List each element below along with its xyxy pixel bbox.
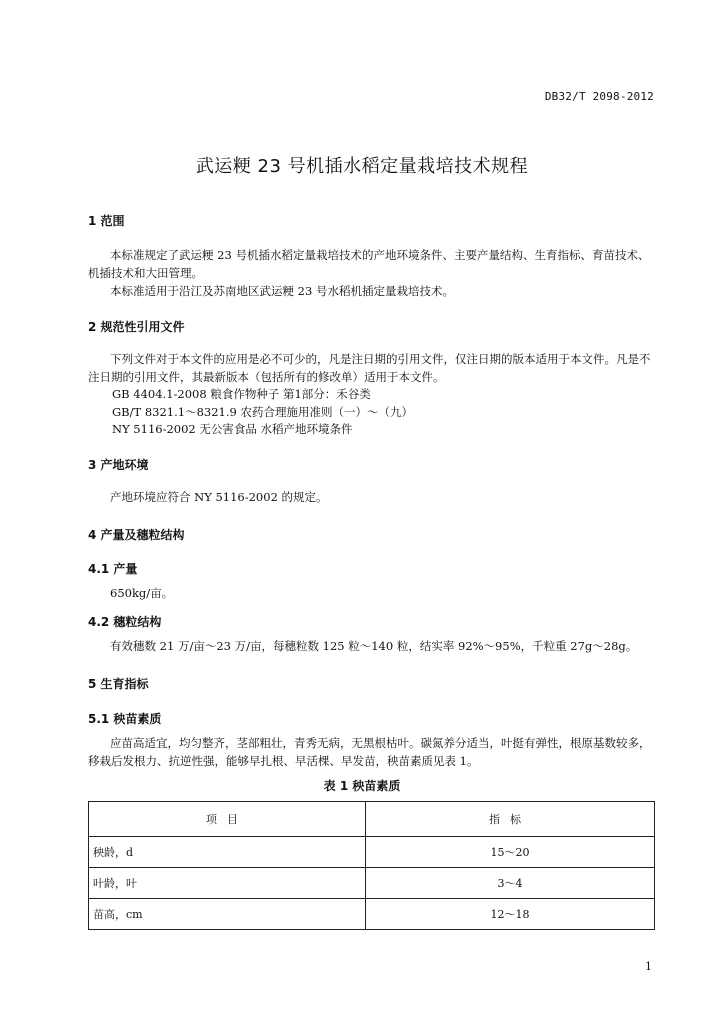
section-heading-environment: 3 产地环境 xyxy=(88,458,149,472)
table-cell-value: 3～4 xyxy=(366,868,655,899)
table-row xyxy=(89,837,655,868)
table-header-row xyxy=(89,802,655,837)
paragraph-panicle: 有效穗数 21 万/亩～23 万/亩，每穗粒数 125 粒～140 粒，结实率 92%～95%，千粒重 27g～28g。 xyxy=(110,639,638,653)
section-heading-yield: 4 产量及穗粒结构 xyxy=(88,528,185,542)
seedling-quality-table xyxy=(88,801,655,930)
table-cell-item: 苗高，cm xyxy=(89,899,366,930)
paragraph-scope-2: 本标准适用于沿江及苏南地区武运粳 23 号水稻机插定量栽培技术。 xyxy=(110,284,454,298)
paragraph-seedling: 应苗高适宜，均匀整齐，茎部粗壮，青秀无病，无黑根枯叶。碳氮养分适当，叶挺有弹性，根原基数较多，移栽后发根力、抗逆性强，能够早扎根、早活棵、早发苗，秧苗素质见表 1。 xyxy=(88,736,651,768)
paragraph-scope-1: 本标准规定了武运粳 23 号机插水稻定量栽培技术的产地环境条件、主要产量结构、生育指标、育苗技术、机插技术和大田管理。 xyxy=(88,248,650,280)
table-cell-value: 12～18 xyxy=(366,899,655,930)
subsection-heading-panicle: 4.2 穗粒结构 xyxy=(88,615,162,629)
subsection-heading-yield: 4.1 产量 xyxy=(88,562,138,576)
table-cell-value: 15～20 xyxy=(366,837,655,868)
table-header-index: 指标 xyxy=(366,802,655,837)
section-heading-references: 2 规范性引用文件 xyxy=(88,320,185,334)
table-header-item: 项目 xyxy=(89,802,366,837)
table-row xyxy=(89,899,655,930)
table-row xyxy=(89,868,655,899)
section-heading-scope: 1 范围 xyxy=(88,214,125,228)
section-heading-growth: 5 生育指标 xyxy=(88,677,149,691)
subsection-heading-seedling: 5.1 秧苗素质 xyxy=(88,712,162,726)
table-cell-item: 叶龄，叶 xyxy=(89,868,366,899)
table-cell-item: 秧龄，d xyxy=(89,837,366,868)
table-caption: 表 1 秧苗素质 xyxy=(323,779,401,793)
paragraph-environment: 产地环境应符合 NY 5116-2002 的规定。 xyxy=(110,490,328,504)
reference-item: NY 5116-2002 无公害食品 水稻产地环境条件 xyxy=(112,422,353,436)
standard-number: DB32/T 2098-2012 xyxy=(544,90,654,103)
paragraph-references-intro: 下列文件对于本文件的应用是必不可少的，凡是注日期的引用文件，仅注日期的版本适用于本文件。凡是不注日期的引用文件，其最新版本（包括所有的修改单）适用于本文件。 xyxy=(88,352,651,384)
reference-item: GB 4404.1-2008 粮食作物种子 第1部分：禾谷类 xyxy=(112,387,371,401)
paragraph-yield: 650kg/亩。 xyxy=(110,586,174,600)
document-title: 武运粳 23 号机插水稻定量栽培技术规程 xyxy=(195,156,529,177)
page-number: 1 xyxy=(645,960,652,973)
reference-item: GB/T 8321.1～8321.9 农药合理施用准则（一）～（九） xyxy=(112,405,413,419)
